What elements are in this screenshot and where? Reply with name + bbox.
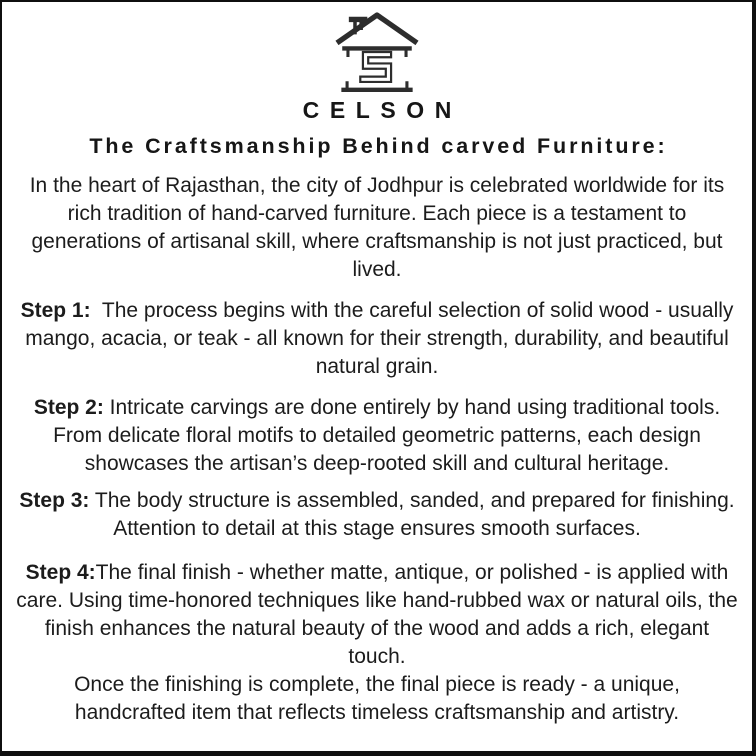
closing-paragraph: Once the finishing is complete, the final piece is ready - a unique, handcrafted item that reflects timeless craftsmanship and artistry. (74, 673, 680, 724)
step-1-label: Step 1: (20, 299, 91, 322)
house-s-monogram-icon (325, 8, 429, 96)
step-4-paragraph (16, 559, 738, 671)
step-4-label: Step 4: (25, 561, 96, 584)
step-2-text: Intricate carvings are done entirely by hand using traditional tools. From delicate floral motifs to detailed geometric patterns, each design showcases the artisan’s deep-rooted skill and cultural heritage. (53, 396, 721, 475)
brand-logo (16, 8, 738, 96)
step-3-text: The body structure is assembled, sanded, and prepared for finishing. Attention to detail at this stage ensures smooth surfaces. (89, 489, 735, 540)
step-3-paragraph (16, 487, 738, 543)
step-4-text: The final finish - whether matte, antique, or polished - is applied with care. Using time-honored techniques like hand-rubbed wax or natural oils, the finish enhances the natural beauty of the wood and adds a rich, elegant touch. (16, 561, 738, 668)
intro-paragraph: In the heart of Rajasthan, the city of Jodhpur is celebrated worldwide for its rich tradition of hand-carved furniture. Each piece is a testament to generations of artisanal skill, where craftsmanship is not just practiced, but lived. (29, 174, 725, 281)
step-3-label: Step 3: (19, 489, 90, 512)
step-1-text: The process begins with the careful selection of solid wood - usually mango, acacia, or teak - all known for their strength, durability, and beautiful natural grain. (25, 299, 734, 378)
step-1-paragraph (16, 297, 738, 381)
step-2-paragraph (16, 394, 738, 478)
brand-name: CELSON (302, 97, 462, 123)
page-title: The Craftsmanship Behind carved Furniture: (89, 134, 668, 158)
step-2-label: Step 2: (33, 396, 104, 419)
